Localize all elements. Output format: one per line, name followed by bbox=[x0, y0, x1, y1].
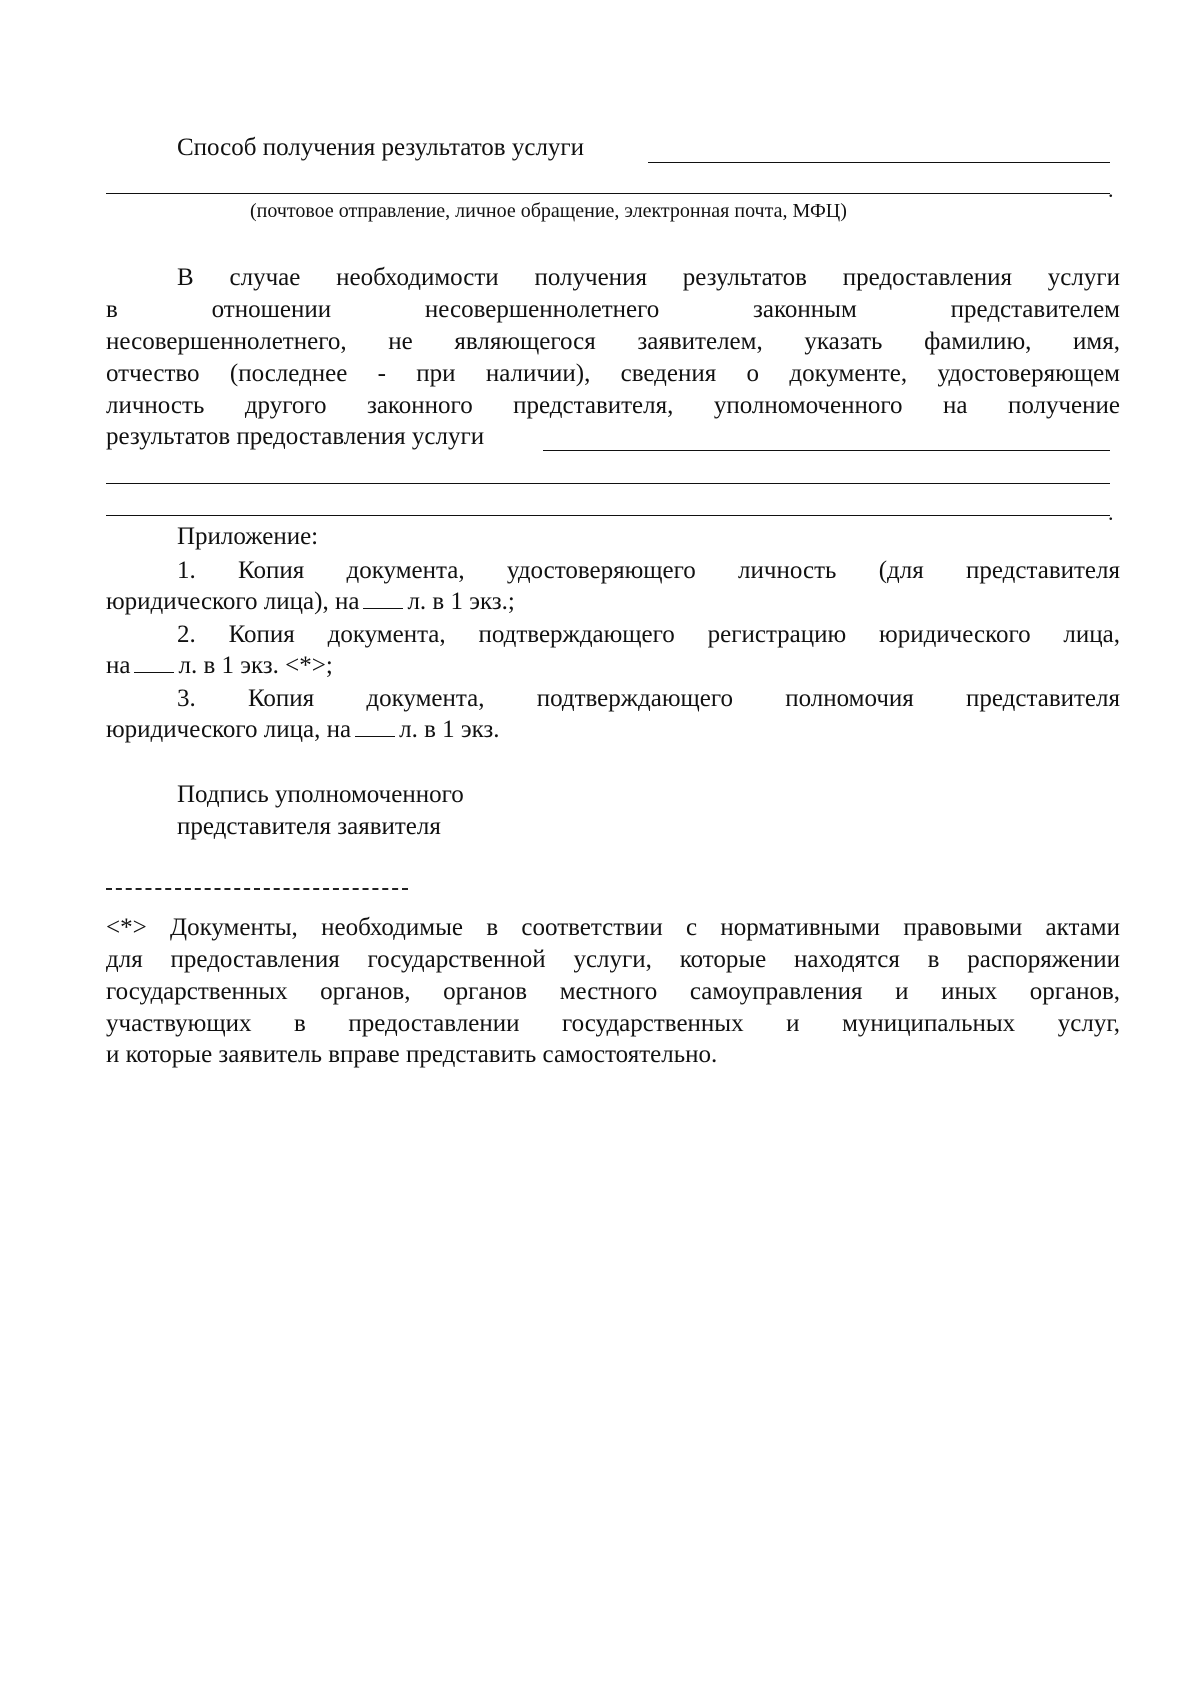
signature-label-line-2: представителя заявителя bbox=[177, 813, 441, 840]
footnote-line-1: <*> Документы, необходимые в соответствии с нормативными правовыми актами bbox=[106, 914, 1120, 941]
footnote-line-4: участвующих в предоставлении государственных и муниципальных услуг, bbox=[106, 1010, 1120, 1037]
attachment-item-1-line-1: 1. Копия документа, удостоверяющего личность (для представителя bbox=[177, 557, 1120, 584]
attachment-item-3-pre: юридического лица, на bbox=[106, 716, 352, 743]
attachment-item-2-pages-blank bbox=[134, 652, 174, 673]
representative-period: . bbox=[1108, 500, 1114, 525]
attachment-item-2-line-2 bbox=[106, 651, 333, 681]
representative-blank-line-3 bbox=[106, 515, 1110, 516]
footnote-line-5: и которые заявитель вправе представить самостоятельно. bbox=[106, 1041, 718, 1068]
attachments-heading: Приложение: bbox=[177, 523, 319, 550]
delivery-label: Способ получения результатов услуги bbox=[177, 134, 585, 161]
attachment-item-1-pre: юридического лица), на bbox=[106, 588, 360, 615]
attachment-item-1-line-2 bbox=[106, 587, 515, 617]
attachment-item-1-pages-blank bbox=[363, 588, 403, 609]
attachment-item-3-pages-blank bbox=[355, 716, 395, 737]
attachment-item-2-line-1: 2. Копия документа, подтверждающего регистрацию юридического лица, bbox=[177, 621, 1120, 648]
footnote-separator bbox=[106, 888, 408, 890]
representative-blank-line-2 bbox=[106, 483, 1110, 484]
delivery-hint: (почтовое отправление, личное обращение, электронная почта, МФЦ) bbox=[250, 200, 847, 222]
minor-paragraph-line-5: личность другого законного представителя, уполномоченного на получение bbox=[106, 392, 1120, 419]
delivery-blank-line-1 bbox=[648, 162, 1110, 163]
footnote-line-3: государственных органов, органов местного самоуправления и иных органов, bbox=[106, 978, 1120, 1005]
attachment-item-3-line-2 bbox=[106, 715, 500, 745]
attachment-item-2-pre: на bbox=[106, 652, 131, 679]
minor-paragraph-line-1: В случае необходимости получения результатов предоставления услуги bbox=[177, 264, 1120, 291]
attachment-item-1-post: л. в 1 экз.; bbox=[407, 588, 515, 615]
minor-paragraph-line-6: результатов предоставления услуги bbox=[106, 423, 485, 450]
minor-paragraph-line-4: отчество (последнее - при наличии), сведения о документе, удостоверяющем bbox=[106, 360, 1120, 387]
delivery-blank-line-2 bbox=[106, 193, 1110, 194]
minor-paragraph-line-3: несовершеннолетнего, не являющегося заявителем, указать фамилию, имя, bbox=[106, 328, 1120, 355]
footnote-line-2: для предоставления государственной услуги, которые находятся в распоряжении bbox=[106, 946, 1120, 973]
signature-label-line-1: Подпись уполномоченного bbox=[177, 781, 464, 808]
attachment-item-2-post: л. в 1 экз. <*>; bbox=[178, 652, 333, 679]
attachment-item-3-line-1: 3. Копия документа, подтверждающего полномочия представителя bbox=[177, 685, 1120, 712]
minor-paragraph-line-2: в отношении несовершеннолетнего законным представителем bbox=[106, 296, 1120, 323]
representative-blank-line-1 bbox=[543, 450, 1110, 451]
attachment-item-3-post: л. в 1 экз. bbox=[399, 716, 500, 743]
delivery-period: . bbox=[1108, 177, 1114, 202]
